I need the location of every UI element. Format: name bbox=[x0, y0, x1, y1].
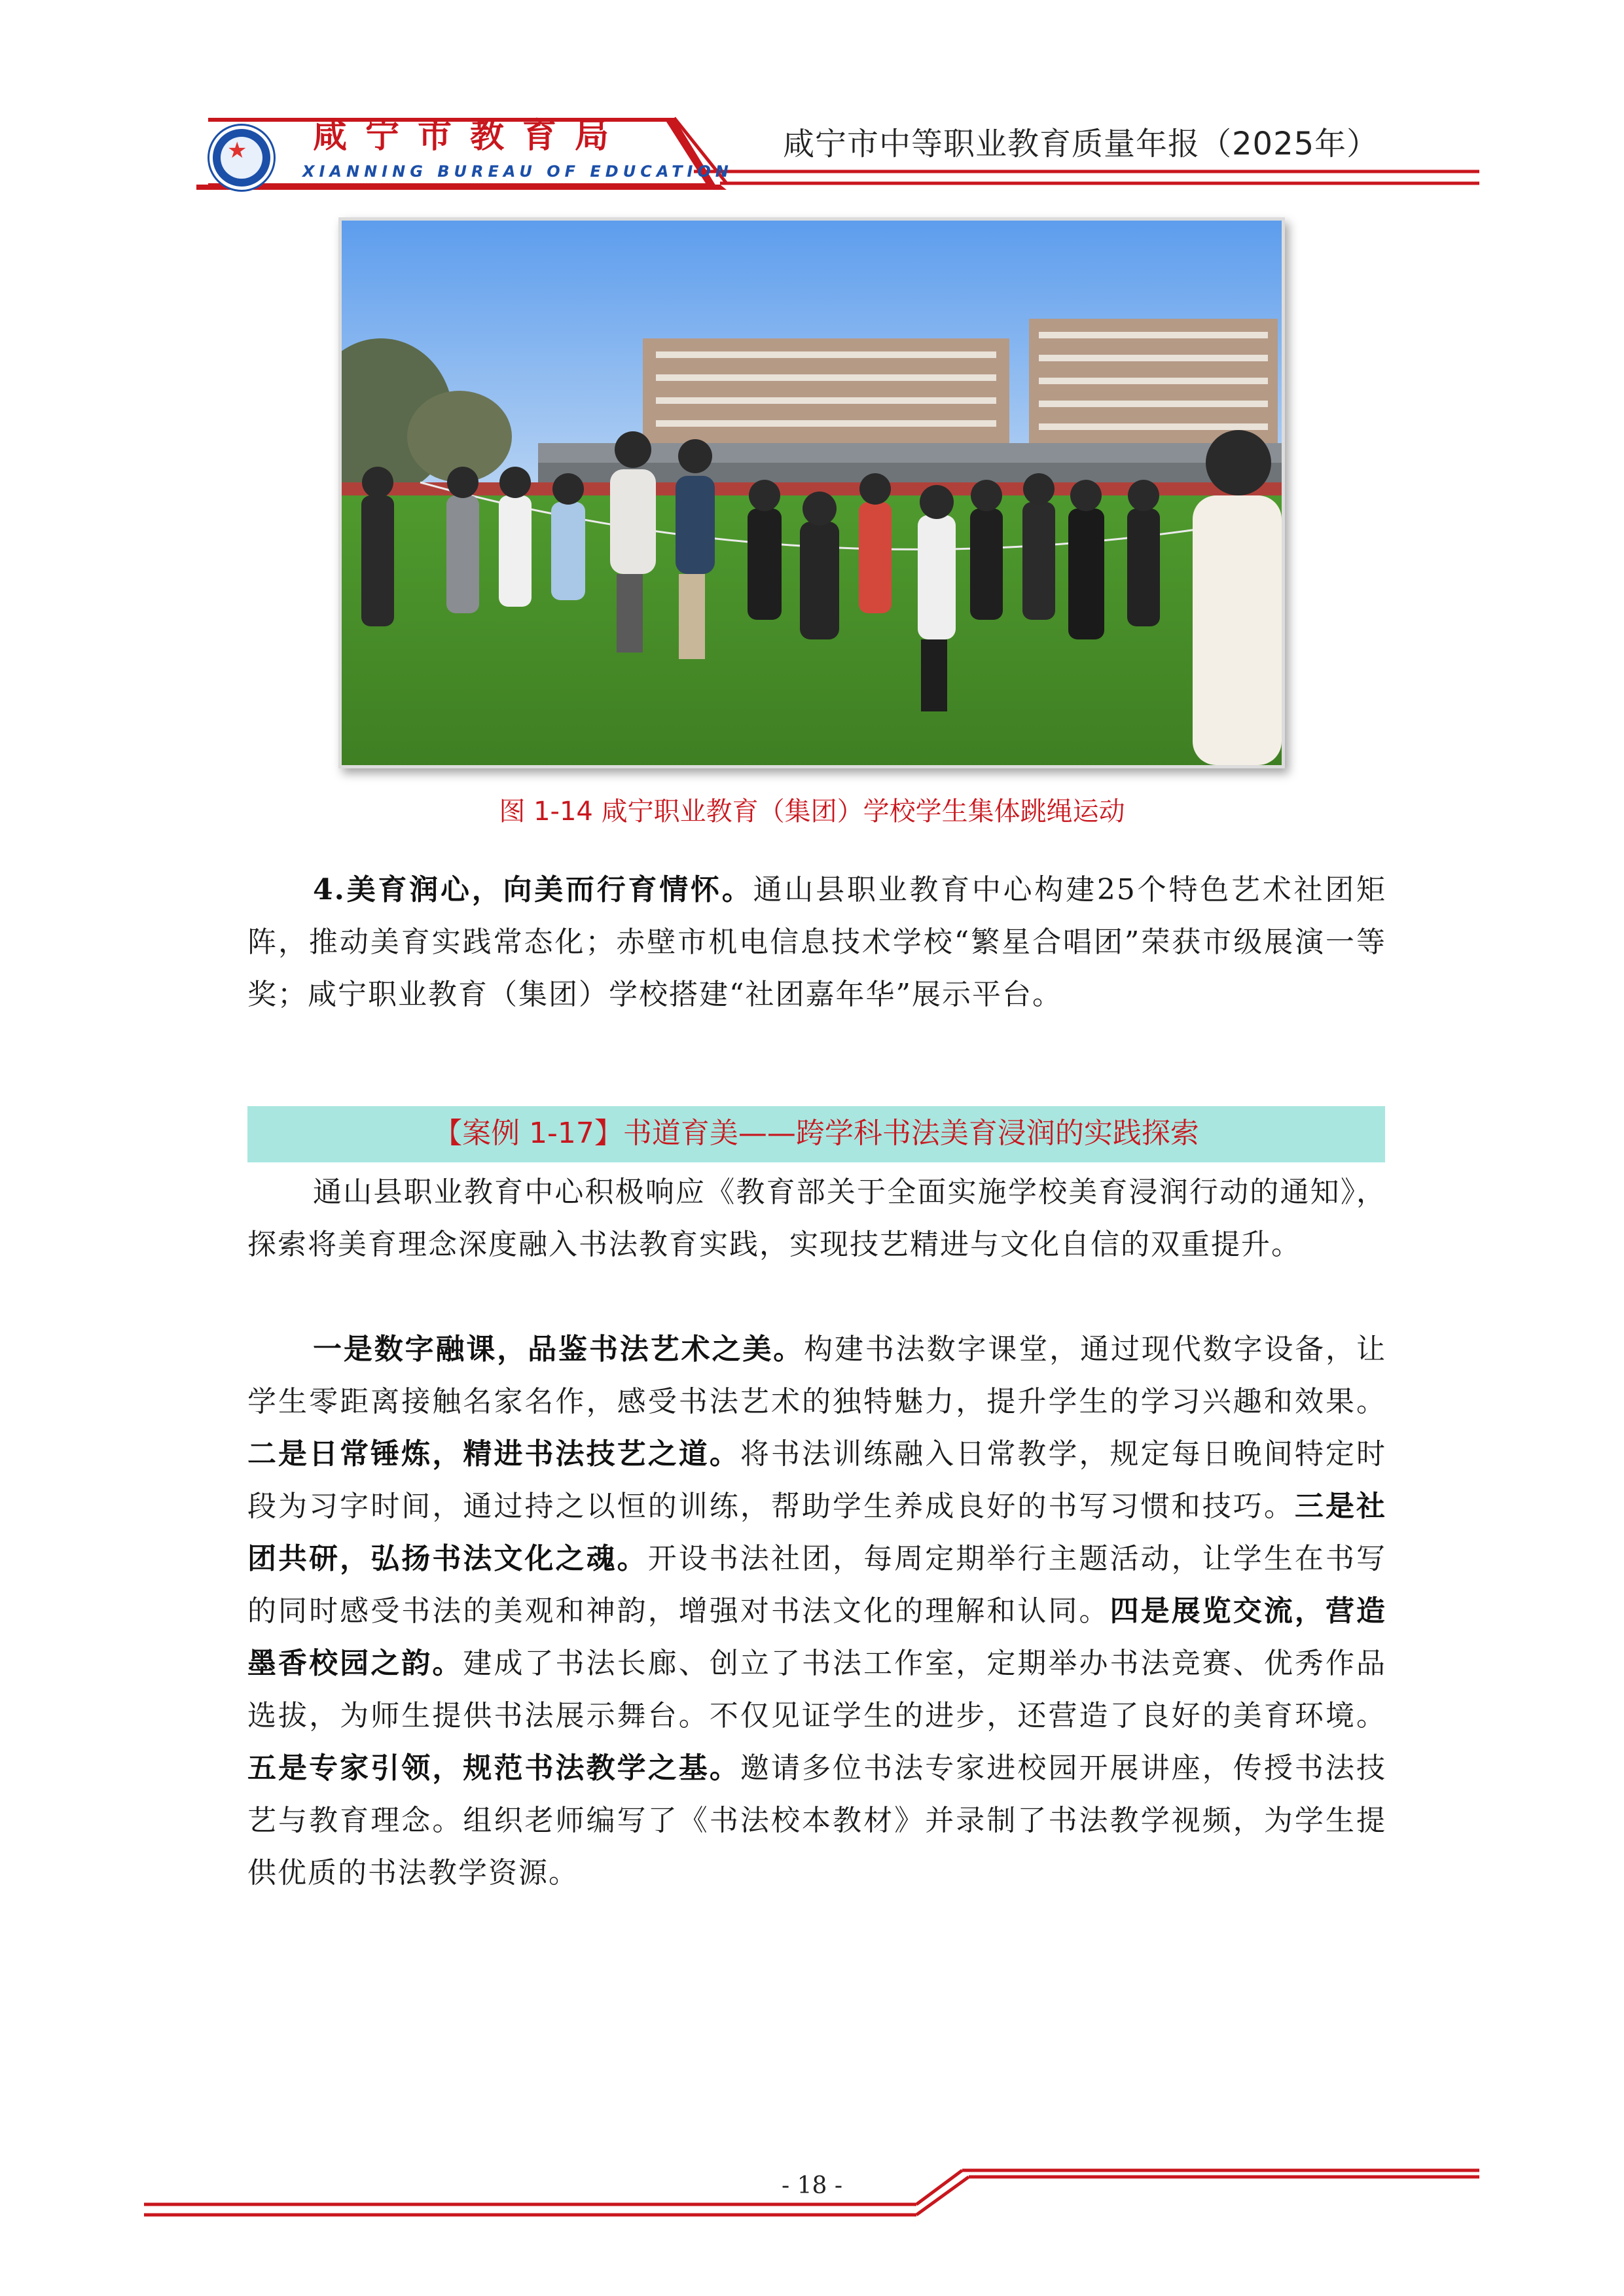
measure-1-text: 构建书法数字课堂，通过现代数字设备，让学生零距离接触名家名作，感受书法艺术的独特魅力，提升学生的学习兴趣和效果。 bbox=[247, 1333, 1387, 1418]
org-name-cn: 咸宁市教育局 bbox=[313, 116, 628, 156]
measure-3-text: 开设书法社团，每周定期举行主题活动，让学生在书写的同时感受书法的美观和神韵，增强对书法文化的理解和认同。 bbox=[247, 1542, 1387, 1628]
section-4-paragraph bbox=[247, 864, 1386, 1021]
page-header bbox=[0, 0, 1624, 196]
case-intro-paragraph bbox=[247, 1166, 1386, 1271]
measure-2-lead: 二是日常锤炼，精进书法技艺之道。 bbox=[247, 1437, 740, 1471]
measure-5-text: 邀请多位书法专家进校园开展讲座，传授书法技艺与教育理念。组织老师编写了《书法校本教材》并录制了书法教学视频，为学生提供优质的书法教学资源。 bbox=[247, 1751, 1386, 1890]
case-title: 【案例 1-17】书道育美——跨学科书法美育浸润的实践探索 bbox=[433, 1117, 1199, 1150]
photo-illustration bbox=[342, 221, 1282, 765]
measure-1-lead: 一是数字融课，品鉴书法艺术之美。 bbox=[313, 1333, 804, 1366]
case-title-bar bbox=[247, 1106, 1385, 1162]
rope-skipping-photo bbox=[338, 217, 1285, 768]
figure-caption: 图 1-14 咸宁职业教育（集团）学校学生集体跳绳运动 bbox=[499, 797, 1125, 827]
report-title: 咸宁市中等职业教育质量年报（2025年） bbox=[783, 126, 1379, 162]
case-intro-text: 通山县职业教育中心积极响应《教育部关于全面实施学校美育浸润行动的通知》，探索将美育理念深度融入书法教育实践，实现技艺精进与文化自信的双重提升。 bbox=[247, 1175, 1386, 1261]
section-4-text: 通山县职业教育中心构建25个特色艺术社团矩阵，推动美育实践常态化；赤壁市机电信息技术学校“繁星合唱团”荣获市级展演一等奖；咸宁职业教育（集团）学校搭建“社团嘉年华”展示平台。 bbox=[247, 873, 1386, 1011]
measure-5-lead: 五是专家引领，规范书法教学之基。 bbox=[247, 1751, 740, 1785]
case-measures-paragraph bbox=[247, 1323, 1386, 1899]
measure-4-text: 建成了书法长廊、创立了书法工作室，定期举办书法竞赛、优秀作品选拔，为师生提供书法展示舞台。不仅见证学生的进步，还营造了良好的美育环境。 bbox=[247, 1647, 1386, 1732]
bureau-logo-icon: ★ bbox=[209, 126, 274, 190]
measure-3-lead: 三是社团共研，弘扬书法文化之魂。 bbox=[247, 1490, 1387, 1575]
org-name-en: XIANNING BUREAU OF EDUCATION bbox=[302, 162, 733, 181]
page-number: - 18 - bbox=[781, 2172, 843, 2199]
section-4-lead: 4.美育润心，向美而行育情怀。 bbox=[313, 873, 753, 906]
measure-4-lead: 四是展览交流，营造墨香校园之韵。 bbox=[247, 1594, 1387, 1680]
measure-2-text: 将书法训练融入日常教学，规定每日晚间特定时段为习字时间，通过持之以恒的训练，帮助学生养成良好的书写习惯和技巧。 bbox=[247, 1437, 1386, 1523]
